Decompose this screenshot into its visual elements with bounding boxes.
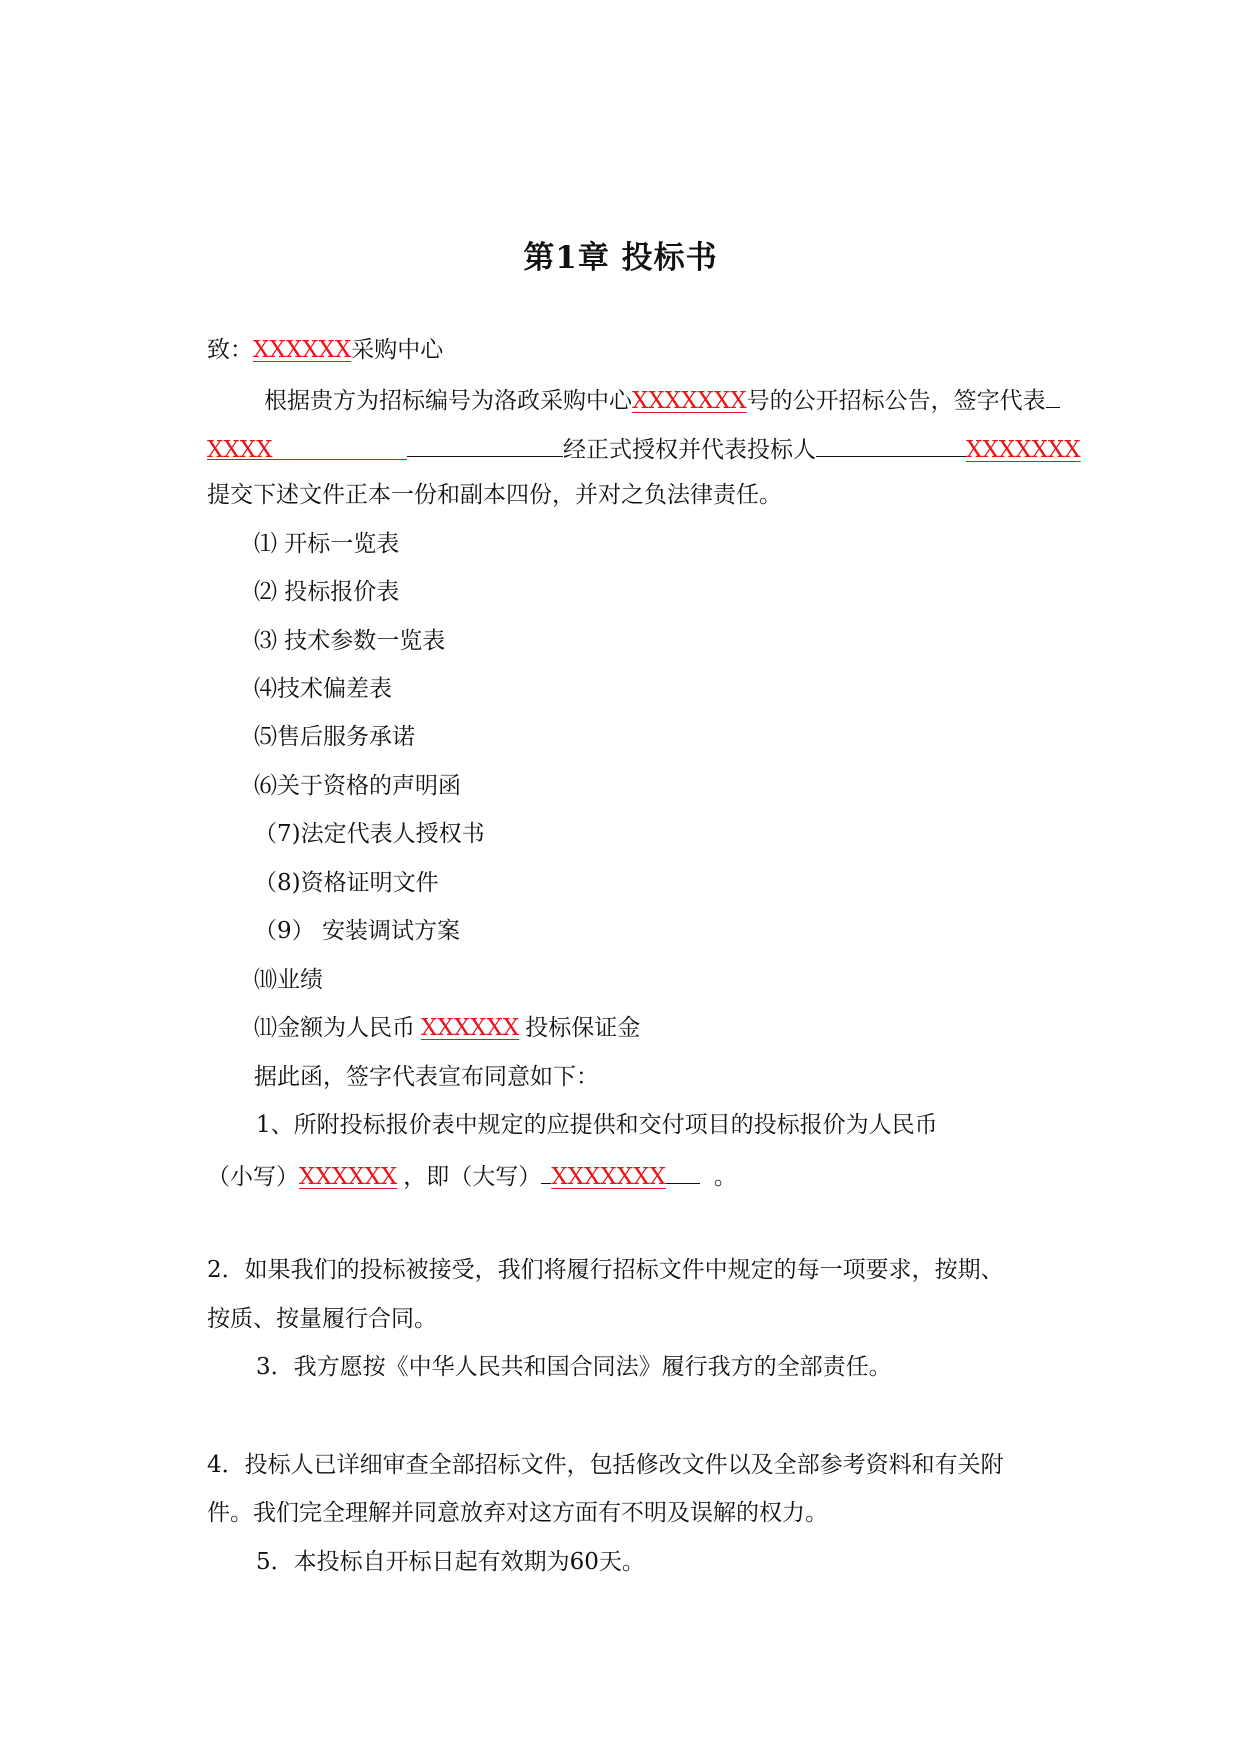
amount-lowercase-label: （小写） bbox=[207, 1164, 299, 1190]
clause-1-line-1: 1、所附投标报价表中规定的应提供和交付项目的投标报价为人民币 bbox=[256, 1112, 938, 1138]
doc-item-5: ⑸售后服务承诺 bbox=[254, 724, 415, 750]
clause-2-line-1: 2．如果我们的投标被接受，我们将履行招标文件中规定的每一项要求，按期、 bbox=[207, 1257, 1004, 1283]
representative-placeholder: XXXX bbox=[207, 437, 273, 463]
amount-lowercase-placeholder: XXXXXX bbox=[299, 1164, 398, 1190]
doc-item-8: （8)资格证明文件 bbox=[254, 870, 439, 896]
deposit-amount-placeholder: XXXXXX bbox=[421, 1015, 520, 1041]
doc-item-9: （9） 安装调试方案 bbox=[254, 918, 460, 944]
clause-2-line-2: 按质、按量履行合同。 bbox=[207, 1306, 437, 1332]
clause-5: 5．本投标自开标日起有效期为60天。 bbox=[256, 1549, 645, 1575]
deposit-suffix: 投标保证金 bbox=[525, 1015, 641, 1041]
doc-item-11 bbox=[254, 1013, 640, 1043]
recipient-prefix: 致： bbox=[207, 337, 253, 363]
doc-item-10: ⑽业绩 bbox=[254, 967, 323, 993]
intro-mid-text: 经正式授权并代表投标人 bbox=[563, 437, 816, 463]
doc-item-4: ⑷技术偏差表 bbox=[254, 676, 392, 702]
clause-4-line-2: 件。我们完全理解并同意放弃对这方面有不明及误解的权力。 bbox=[207, 1500, 828, 1526]
doc-item-3: ⑶ 技术参数一览表 bbox=[254, 628, 446, 654]
recipient-line bbox=[207, 335, 443, 365]
doc-item-7: （7)法定代表人授权书 bbox=[254, 821, 485, 847]
amount-uppercase-blank-end bbox=[666, 1159, 700, 1184]
recipient-org-placeholder: XXXXXX bbox=[253, 337, 352, 363]
deposit-prefix: ⑾金额为人民币 bbox=[254, 1015, 415, 1041]
intro-text-suffix: 号的公开招标公告，签字代表 bbox=[746, 388, 1046, 414]
declaration-line: 据此函，签字代表宣布同意如下： bbox=[254, 1064, 599, 1090]
rep-blank-start bbox=[1046, 383, 1060, 408]
clause-1-line-2 bbox=[207, 1159, 737, 1192]
intro-line-3: 提交下述文件正本一份和副本四份，并对之负法律责任。 bbox=[207, 482, 782, 508]
bidder-blank bbox=[816, 432, 966, 457]
doc-item-6: ⑹关于资格的声明函 bbox=[254, 773, 461, 799]
amount-uppercase-label: ，即（大写） bbox=[403, 1164, 542, 1190]
doc-item-2: ⑵ 投标报价表 bbox=[254, 579, 400, 605]
representative-field bbox=[207, 435, 407, 463]
intro-line-1 bbox=[264, 383, 1060, 416]
clause-3: 3．我方愿按《中华人民共和国合同法》履行我方的全部责任。 bbox=[256, 1354, 892, 1380]
doc-item-1: ⑴ 开标一览表 bbox=[254, 531, 400, 557]
recipient-suffix: 采购中心 bbox=[351, 337, 444, 363]
representative-blank bbox=[407, 432, 563, 457]
clause-4-line-1: 4．投标人已详细审查全部招标文件，包括修改文件以及全部参考资料和有关附 bbox=[207, 1452, 1004, 1478]
bidder-placeholder: XXXXXXX bbox=[966, 437, 1081, 463]
amount-uppercase-placeholder: XXXXXXX bbox=[551, 1164, 666, 1190]
tender-code-placeholder: XXXXXXX bbox=[632, 388, 747, 414]
amount-uppercase-blank-start bbox=[541, 1159, 551, 1184]
chapter-title: 第1章 投标书 bbox=[523, 240, 718, 276]
intro-line-2 bbox=[207, 432, 1081, 465]
clause-1-period: 。 bbox=[713, 1164, 737, 1190]
intro-text: 根据贵方为招标编号为洛政采购中心 bbox=[264, 388, 632, 414]
